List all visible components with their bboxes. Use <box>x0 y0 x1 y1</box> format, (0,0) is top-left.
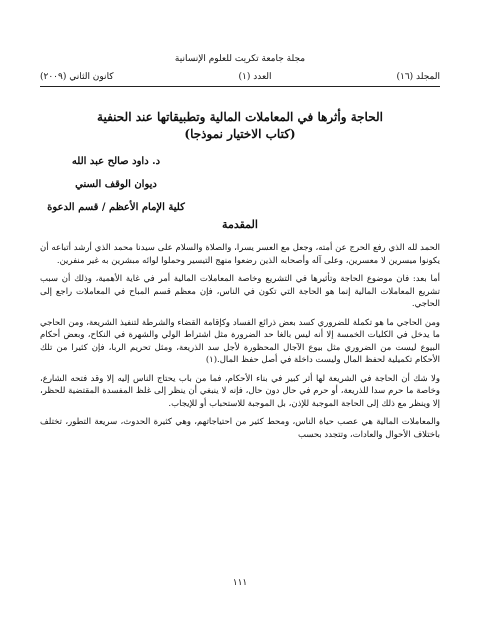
volume-label: المجلد (١٦) <box>396 72 440 82</box>
paragraph: ولا شك أن الحاجة في الشريعة لها أثر كبير في بناء الأحكام، فما من باب يحتاج الناس إليه إلا وقد فتحه الشارع، وخاصة ما حرم سدا للذريعة، أو حرم في حال دون حال، فإنه لا ينبغي أن ينظر إلى غلظ المفسدة المقتضية للحظر، إلا وينظر مع ذلك إلى الحاجة الموجبة للإذن، بل الموجبة للاستحباب أو للإيجاب. <box>40 373 440 409</box>
author-block <box>36 150 196 219</box>
header-rule <box>40 86 440 87</box>
paragraph: أما بعد: فان موضوع الحاجة وتأثيرها في التشريع وخاصة المعاملات المالية أمر في غاية الأهمية، وذلك أن سبب تشريع المعاملات المالية إنما هو الحاجة التي تكون في الناس، فإن معظم قسم المباح في المعاملات راجع إلى الحاجي. <box>40 274 441 309</box>
title-line-main: الحاجة وأثرها في المعاملات المالية وتطبيقاتها عند الحنفية <box>97 110 383 124</box>
page-number: ١١١ <box>232 578 248 588</box>
issue-label: العدد (١) <box>238 72 272 82</box>
paragraph: الحمد لله الذي رفع الحرج عن أمته، وجعل مع العسر يسرا، والصلاة والسلام على سيدنا محمد الذي أرشد أتباعه أن يكونوا ميسرين لا معسرين، وعلى آله وأصحابه الذين رضعوا منهج التيسير وحملوا لوائه مبشرين به غير منفرين. <box>40 243 440 266</box>
author-department: كلية الإمام الأعظم / قسم الدعوة <box>47 202 185 213</box>
author-name: د. داود صالح عبد الله <box>71 156 161 167</box>
journal-name: مجلة جامعة تكريت للعلوم الإنسانية <box>174 54 306 64</box>
section-heading: المقدمة <box>222 218 258 231</box>
issue-meta <box>40 72 440 82</box>
paragraph: والمعاملات المالية هي عصب حياة الناس، ومحط كثير من احتياجاتهم، وهي كثيرة الحدوث، سريعة التطور، تختلف باختلاف الأحوال والعادات، وتتجدد بحسب <box>40 417 440 440</box>
article-title <box>40 109 440 143</box>
author-affiliation: ديوان الوقف السني <box>75 179 157 190</box>
date-label: كانون الثاني (٢٠٠٩) <box>40 72 114 82</box>
paragraph: ومن الحاجي ما هو تكملة للضروري كسد بعض ذرائع الفساد وكإقامة القضاء والشرطة لتنفيذ الشريعة، ومن الحاجي ما يدخل في الكليات الخمسة إلا أنه ليس بالغا حد الضرورة مثل اشتراط الولي والشهرة في النكاح، وبعض أحكام البيوع ليست من الضروري مثل بيوع الآجال المحظورة لأجل سد الذريعة، ومثل تحريم الربا، فإن كثيرا من تلك الأحكام تكميلية لحفظ المال وليست داخلة في أصل حفظ المال.(١) <box>40 317 440 365</box>
body-text <box>40 242 440 447</box>
title-line-sub: (كتاب الاختيار نموذجا) <box>184 127 296 141</box>
